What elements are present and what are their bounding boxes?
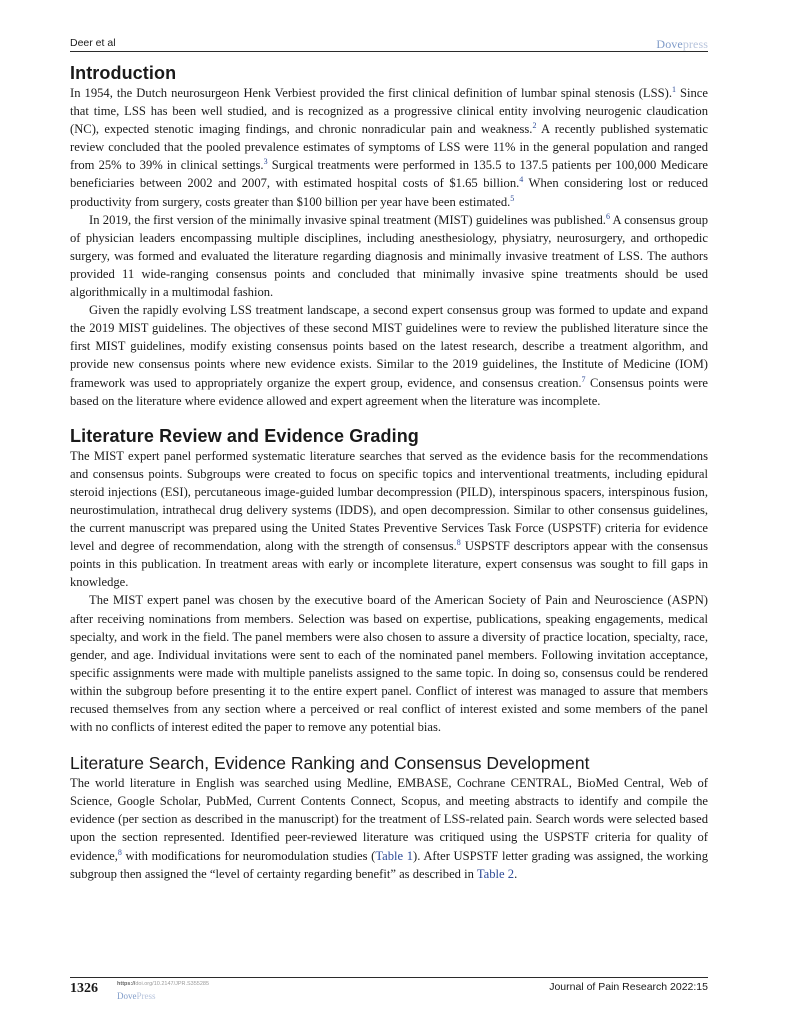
text-run: USPSTF descriptors appear with the consensus points in this publication. In treatment areas with early or incomplete literature, expert consensus was sought to fill gaps in knowledge.	[70, 539, 708, 590]
table-2-link[interactable]: Table 2	[476, 866, 515, 881]
text-run: A recently published systematic review concluded that the pooled prevalence estimates of symptoms of LSS were 11% in the general population and ranged from 25% to 39% in clinical settings.	[70, 122, 708, 173]
lit-review-paragraph-2: The MIST expert panel was chosen by the executive board of the American Society of Pain and Neuroscience (ASPN) after receiving nominations from members. Selection was based on expertise, publications, speaking engagements, medical specialty, and work in the field. The panel members were also chosen to assure a diversity of practice location, specialty, race, gender, and age. Individual invitations were sent to each of the nominated panel members. Following invitation acceptance, specific assignments were made with multiple panelists assigned to the same topic. In doing so, consensus could be rendered within the subgroup before presenting it to the entire expert panel. Conflict of interest was managed to assure that members recused themselves from any section where a perceived or real conflict of interest existed and some members of the panel with no conflicts of interest edited the paper to remove any potential bias.	[70, 593, 708, 735]
text-run: The MIST expert panel performed systematic literature searches that served as the evidence basis for the recommendations and consensus points. Subgroups were created to focus on specific topics and interventional treatments, including epidural steroid injections (ESI), percutaneous image-guided lumbar decompression (PILD), interspinous spacers, interspinous fusion, neurostimulation, intrathecal drug delivery systems (IDDS), and open decompression. Similar to other consensus guidelines, the current manuscript was prepared using the United States Preventive Services Task Force (USPSTF) criteria for evidence level and degree of recommendation, along with the strength of consensus.	[70, 448, 708, 554]
running-header-authors: Deer et al	[70, 37, 116, 49]
text-run: ). After USPSTF letter grading was assigned, the working subgroup then assigned the “level of certainty regarding benefit” as described in	[70, 848, 709, 881]
text-run: with modifications for neuromodulation studies (	[121, 848, 376, 863]
header-rule	[70, 51, 708, 52]
doi-prefix: https://	[117, 981, 136, 987]
dovepress-footer-logo[interactable]	[117, 991, 156, 1001]
lit-search-paragraph-1	[70, 774, 708, 883]
citation-ref[interactable]: 8	[117, 847, 122, 857]
citation-ref[interactable]: 7	[581, 374, 586, 384]
lit-review-paragraph-1	[70, 447, 708, 592]
text-run: When considering lost or reduced productivity from surgery, costs greater than $100 billion per year have been estimated.	[70, 176, 708, 209]
text-run: .	[514, 866, 518, 881]
citation-ref[interactable]: 6	[605, 211, 610, 221]
citation-ref[interactable]: 1	[671, 85, 676, 94]
citation-ref[interactable]: 3	[263, 157, 268, 167]
intro-paragraph-3	[70, 301, 708, 410]
text-run: Given the rapidly evolving LSS treatment landscape, a second expert consensus group was formed to update and expand the 2019 MIST guidelines. The objectives of these second MIST guidelines were to review the published literature since the first MIST guidelines, modify existing consensus points based on the latest research, describe a treatment algorithm, and provide new consensus points where new evidence exists. Similar to the 2019 guidelines, the Institute of Medicine (IOM) framework was used to appropriately organize the expert group, evidence, and consensus creation.	[70, 303, 708, 390]
citation-ref[interactable]: 4	[519, 175, 524, 185]
page-number: 1326	[70, 981, 98, 996]
text-run: Consensus points were based on the literature where evidence allowed and expert agreement when the literature was incomplete.	[70, 375, 708, 408]
text-run: In 1954, the Dutch neurosurgeon Henk Verbiest provided the first clinical definition of lumbar spinal stenosis (LSS).	[70, 86, 672, 100]
intro-paragraph-2	[70, 211, 708, 301]
footer-brand-dove: Dove	[117, 991, 137, 1001]
doi-text: doi.org/10.2147/JPR.S355285	[135, 981, 210, 987]
text-run: The world literature in English was searched using Medline, EMBASE, Cochrane CENTRAL, BioMed Central, Web of Science, Google Scholar, PubMed, Current Contents Connect, Scopus, and meeting abstracts to identify and compile the evidence (per section as described in the manuscript) for the treatment of LSS-related pain. Search words were selected based upon the section represented. Identified peer-reviewed literature was critiqued using the USPSTF criteria for quality of evidence,	[70, 776, 708, 863]
text-run: Surgical treatments were performed in 135.5 to 137.5 patients per 100,000 Medicare beneficiaries between 2002 and 2007, with estimated hospital costs of $1.65 billion.	[70, 158, 708, 191]
dovepress-logo[interactable]	[656, 37, 708, 52]
brand-press: press	[682, 37, 708, 51]
running-header	[70, 37, 708, 53]
heading-literature-review: Literature Review and Evidence Grading	[70, 425, 419, 446]
doi-link[interactable]	[117, 981, 209, 987]
citation-ref[interactable]: 5	[510, 193, 515, 203]
footer-brand-press: Press	[136, 991, 156, 1001]
heading-introduction: Introduction	[70, 63, 177, 83]
page-footer	[70, 977, 708, 1017]
brand-dove: Dove	[656, 37, 683, 51]
article-body	[70, 62, 708, 883]
text-run: A consensus group of physician leaders encompassing multiple disciplines, including anesthesiology, physiatry, neurosurgery, and orthopedic surgery, was formed and evaluated the literature regarding diagnosis and minimally invasive treatment of LSS. The authors provided 11 wide-ranging consensus points and concluded that minimally invasive spine treatments should be used algorithmically in a multimodal fashion.	[70, 212, 708, 300]
intro-paragraph-1	[70, 84, 708, 211]
text-run: Since that time, LSS has been well studied, and is recognized as a progressive clinical entity involving neurogenic claudication (NC), expected stenotic imaging findings, and chronic nonradicular pain and weakness.	[70, 86, 708, 137]
footer-rule	[70, 977, 708, 978]
heading-literature-search: Literature Search, Evidence Ranking and Consensus Development	[70, 753, 590, 774]
journal-citation: Journal of Pain Research 2022:15	[549, 981, 708, 993]
citation-ref[interactable]: 2	[532, 121, 537, 131]
text-run: In 2019, the first version of the minimally invasive spinal treatment (MIST) guidelines was published.	[89, 212, 606, 227]
table-1-link[interactable]: Table 1	[375, 848, 414, 863]
citation-ref[interactable]: 8	[456, 538, 461, 548]
